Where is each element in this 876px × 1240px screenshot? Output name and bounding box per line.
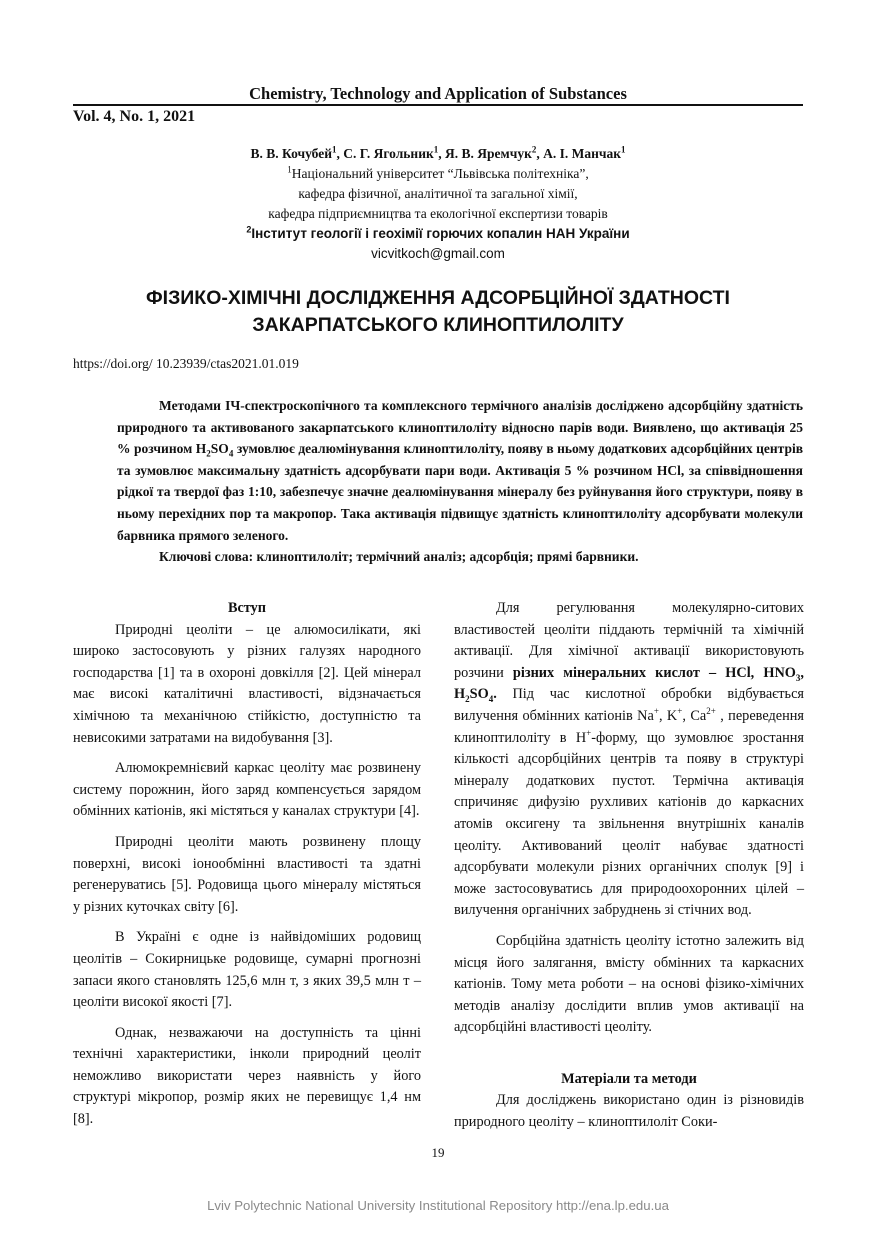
affiliation-line: кафедра фізичної, аналітичної та загальної хімії, <box>298 186 578 201</box>
left-column <box>73 598 421 1131</box>
section-heading: Вступ <box>227 600 267 616</box>
volume-info: Vol. 4, No. 1, 2021 <box>73 108 196 125</box>
doi-link[interactable]: https://doi.org/ 10.23939/ctas2021.01.019 <box>73 356 299 371</box>
author-affiliation-mark: 1 <box>332 144 337 155</box>
section-heading: Матеріали та методи <box>561 1070 697 1087</box>
paragraph: Сорбційна здатність цеоліту істотно залежить від місця його залягання, вмісту обмінних та каркасних катіонів. Тому мета роботи – на основі фізико-хімічних методів аналізу дослідити вплив умов активації на адсорбційні властивості цеоліту. <box>454 932 804 1036</box>
header-rule <box>73 104 803 106</box>
author-email[interactable]: vicvitkoch@gmail.com <box>371 246 505 261</box>
affiliation-mark: 2 <box>246 224 252 235</box>
journal-title: Chemistry, Technology and Application of Substances <box>249 84 627 103</box>
keywords: Ключові слова: клиноптилоліт; термічний аналіз; адсорбція; прямі барвники. <box>159 549 639 565</box>
right-column <box>454 598 804 1134</box>
paragraph: Для регулювання молекулярно-ситових властивостей цеоліти піддають термічній та хімічній активації. Для хімічної активації використовують розчини різних мінеральних кислот – HCl, $HNO_3$, $H_2SO_4$. Під час кислотної обробки відбувається вилучення обмінних катіонів Na+, K+, $Ca^{2+}$ , переведення клиноптилоліту в H+-форму, що зумовлює зростання кількості адсорбційних центрів та появу в структурі мінералу додаткових пустот. Термічна активація спричиняє дифузію рухливих катіонів до каркасних атомів оксигену та звільнення внутрішніх каналів цеоліту. Активований цеоліт набуває здатності адсорбувати молекули різних органічних сполук [9] і може застосовуватись для природоохоронних цілей – вилучення органічних забруднень зі стічних вод. <box>454 600 804 919</box>
affiliation-mark: 1 <box>287 164 292 175</box>
author-name: С. Г. Ягольник <box>343 146 434 161</box>
paragraph: Алюмокремнієвий каркас цеоліту має розвинену систему порожнин, його заряд компенсується зарядом обмінних катіонів, які містяться у каналах структури [4]. <box>73 760 421 820</box>
paper-title: ФІЗИКО-ХІМІЧНІ ДОСЛІДЖЕННЯ АДСОРБЦІЙНОЇ ЗДАТНОСТІ ЗАКАРПАТСЬКОГО КЛИНОПТИЛОЛІТУ <box>146 287 730 336</box>
repository-footer: Lviv Polytechnic National University Institutional Repository http://ena.lp.edu.ua <box>207 1198 669 1213</box>
paragraph: В Україні є одне із найвідоміших родовищ цеолітів – Сокирницьке родовище, сумарні прогнозні запаси якого становлять 125,6 млн т, з яких 39,5 млн т – цеоліти високої якості [7]. <box>73 929 421 1011</box>
author-name: А. І. Манчак <box>543 146 622 161</box>
author-list: В. В. Кочубей$^1$, С. Г. Ягольник$^1$, Я. В. Яремчук$^2$, А. І. Манчак$^1$ <box>250 144 626 161</box>
paragraph: Природні цеоліти – це алюмосилікати, які широко застосовують у різних галузях народного господарства [1] та в охороні довкілля [2]. Цей мінерал має високі каталітичні властивості, відзначається хімічною та механічною стійкістю, доступністю та невисокими затратами на видобування [3]. <box>73 621 421 746</box>
abstract-text: Методами ІЧ-спектроскопічного та комплексного термічного аналізів досліджено адсорбційну здатність природного та активованого закарпатського клиноптилоліту відносно парів води. Виявлено, що активація 25 % розчином $H_2SO_4$ зумовлює деалюмінування клиноптилоліту, появу в ньому додаткових адсорбційних центрів та зумовлює максимальну здатність адсорбувати пари води. Активація 5 % розчином HCl, за співвідношення рідкої та твердої фаз 1:10, забезпечує значне деалюмінування мінералу без руйнування його структури, появу в ньому перехідних пор та макропор. Така активація підвищує здатність клиноптилоліту адсорбувати молекули барвника прямого зеленого. <box>117 398 803 543</box>
affiliation-line: кафедра підприємництва та екологічної експертизи товарів <box>268 206 608 221</box>
paragraph: Однак, незважаючи на доступність та цінні технічні характеристики, інколи природний цеоліт неможливо використати через наявність у його структурі мікропор, розмір яких не перевищує 1,4 нм [8]. <box>73 1024 421 1128</box>
page-number: 19 <box>431 1145 445 1160</box>
paragraph: Природні цеоліти мають розвинену площу поверхні, високі іонообмінні властивості та здатні регенеруватись [5]. Родовища цього мінералу містяться у різних куточках світу [6]. <box>73 833 421 915</box>
author-name: В. В. Кочубей <box>250 146 333 161</box>
affiliation-line: $^2$Інститут геології і геохімії горючих копалин НАН України <box>246 224 630 241</box>
paragraph: Для досліджень використано один із різновидів природного цеоліту – клиноптилоліт Соки- <box>454 1092 804 1131</box>
author-affiliation-mark: 2 <box>531 144 537 155</box>
abstract <box>117 395 803 568</box>
author-affiliation-mark: 1 <box>621 144 626 155</box>
author-name: Я. В. Яремчук <box>445 146 532 161</box>
affiliation-line: $^1$Національний університет “Львівська політехніка”, <box>287 164 589 181</box>
author-affiliation-mark: 1 <box>433 144 439 155</box>
